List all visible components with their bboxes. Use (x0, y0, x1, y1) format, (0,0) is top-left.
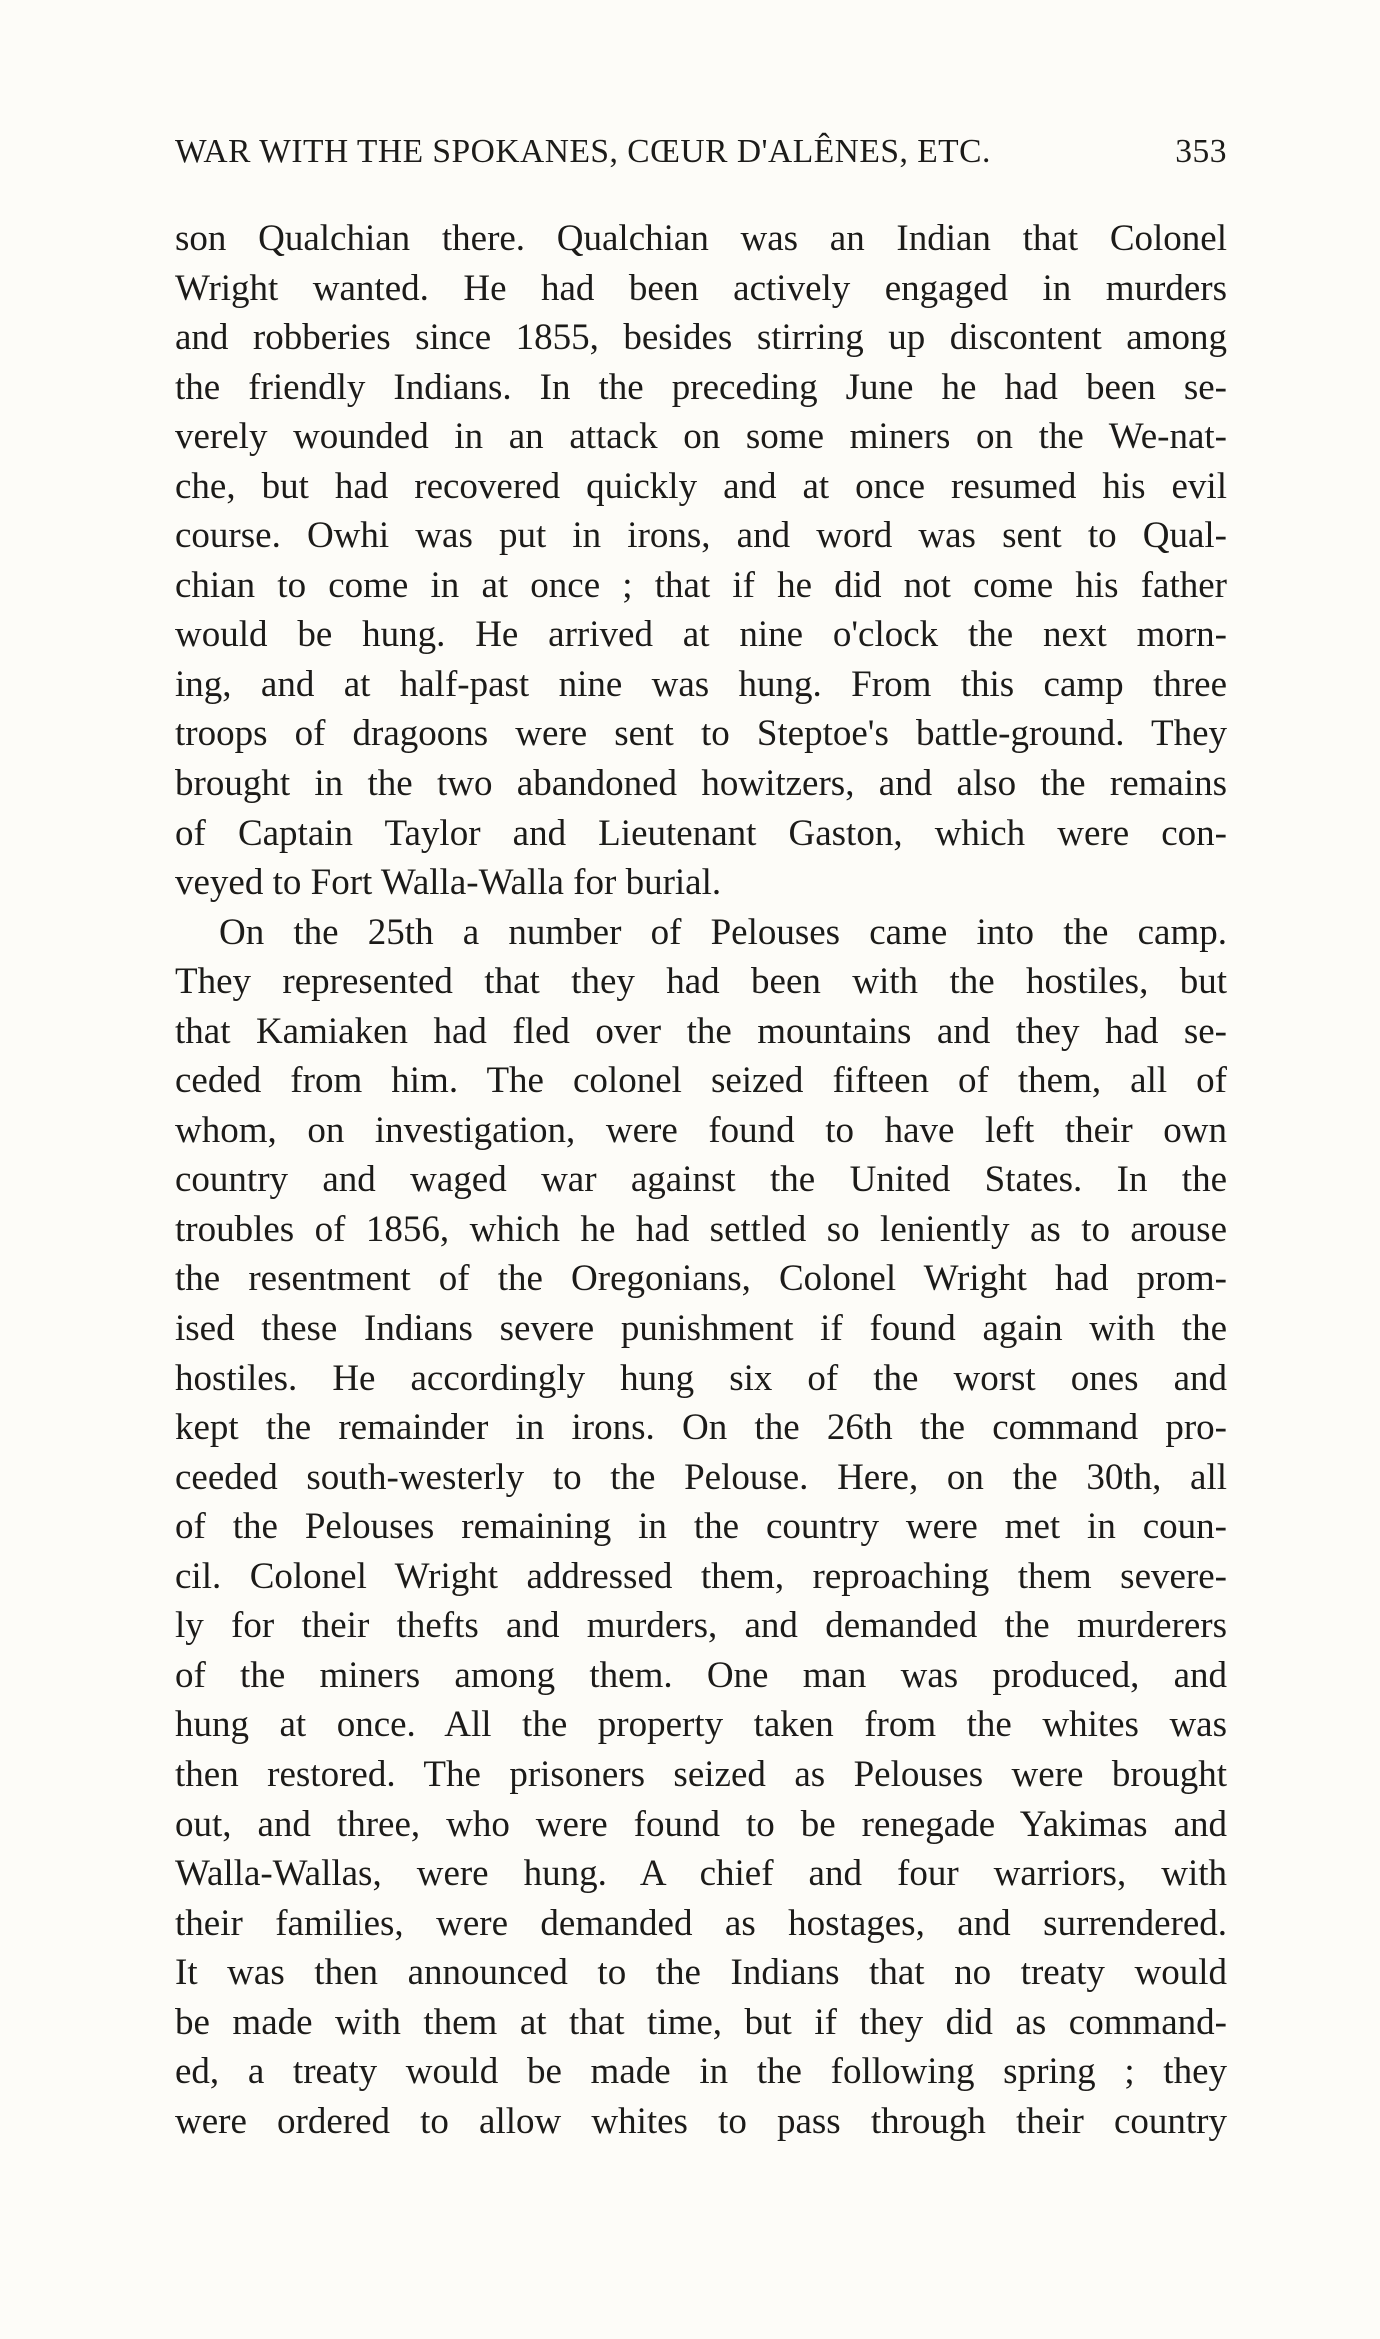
text-line: troops of dragoons were sent to Steptoe's battle-ground. They (175, 713, 1227, 755)
paragraph-first-line: On the 25th a number of Pelouses came into the camp. (219, 911, 1227, 953)
text-line: were ordered to allow whites to pass through their country (175, 2100, 1227, 2142)
text-line: of the Pelouses remaining in the country were met in coun- (175, 1506, 1227, 1548)
text-line: out, and three, who were found to be renegade Yakimas and (175, 1803, 1227, 1845)
text-line: verely wounded in an attack on some miners on the We-nat- (175, 416, 1227, 458)
running-head (175, 133, 1227, 173)
text-line: of Captain Taylor and Lieutenant Gaston, which were con- (175, 812, 1227, 854)
text-line: their families, were demanded as hostages, and surrendered. (175, 1902, 1227, 1944)
text-line: ceded from him. The colonel seized fifteen of them, all of (175, 1060, 1227, 1102)
text-line: hostiles. He accordingly hung six of the worst ones and (175, 1357, 1227, 1399)
text-line: country and waged war against the United States. In the (175, 1159, 1227, 1201)
text-line: son Qualchian there. Qualchian was an Indian that Colonel (175, 218, 1227, 259)
text-line: It was then announced to the Indians that no treaty would (175, 1952, 1227, 1994)
text-line: Walla-Wallas, were hung. A chief and four warriors, with (175, 1853, 1227, 1895)
text-line: brought in the two abandoned howitzers, and also the remains (175, 763, 1227, 805)
text-line: ing, and at half-past nine was hung. From this camp three (175, 663, 1227, 705)
text-line: ly for their thefts and murders, and demanded the murderers (175, 1605, 1227, 1647)
text-line: hung at once. All the property taken from the whites was (175, 1704, 1227, 1746)
page-number: 353 (1175, 133, 1227, 170)
text-line: che, but had recovered quickly and at once resumed his evil (175, 465, 1227, 507)
text-line: that Kamiaken had fled over the mountains and they had se- (175, 1010, 1227, 1052)
paragraph-last-line: veyed to Fort Walla-Walla for burial. (175, 862, 722, 904)
text-line: the friendly Indians. In the preceding June he had been se- (175, 366, 1227, 408)
text-line: would be hung. He arrived at nine o'clock the next morn- (175, 614, 1227, 656)
text-line: course. Owhi was put in irons, and word was sent to Qual- (175, 515, 1227, 557)
text-line: kept the remainder in irons. On the 26th the command pro- (175, 1407, 1227, 1449)
text-line: the resentment of the Oregonians, Colonel Wright had prom- (175, 1258, 1227, 1300)
text-line: chian to come in at once ; that if he did not come his father (175, 564, 1227, 606)
text-line: They represented that they had been with the hostiles, but (175, 961, 1227, 1003)
text-line: troubles of 1856, which he had settled so leniently as to arouse (175, 1208, 1227, 1250)
text-line: of the miners among them. One man was produced, and (175, 1654, 1227, 1696)
text-line: and robberies since 1855, besides stirring up discontent among (175, 317, 1227, 359)
text-line: be made with them at that time, but if they did as command- (175, 2001, 1227, 2043)
running-head-title: WAR WITH THE SPOKANES, CŒUR D'ALÊNES, ETC. (175, 133, 991, 170)
text-line: cil. Colonel Wright addressed them, reproaching them severe- (175, 1555, 1227, 1597)
text-line: whom, on investigation, were found to have left their own (175, 1109, 1227, 1151)
text-line: then restored. The prisoners seized as Pelouses were brought (175, 1753, 1227, 1795)
text-line: ceeded south-westerly to the Pelouse. Here, on the 30th, all (175, 1456, 1227, 1498)
text-line: ed, a treaty would be made in the following spring ; they (175, 2051, 1227, 2093)
text-line: ised these Indians severe punishment if found again with the (175, 1308, 1227, 1350)
text-line: Wright wanted. He had been actively engaged in murders (175, 267, 1227, 309)
body-text (175, 214, 1227, 2146)
